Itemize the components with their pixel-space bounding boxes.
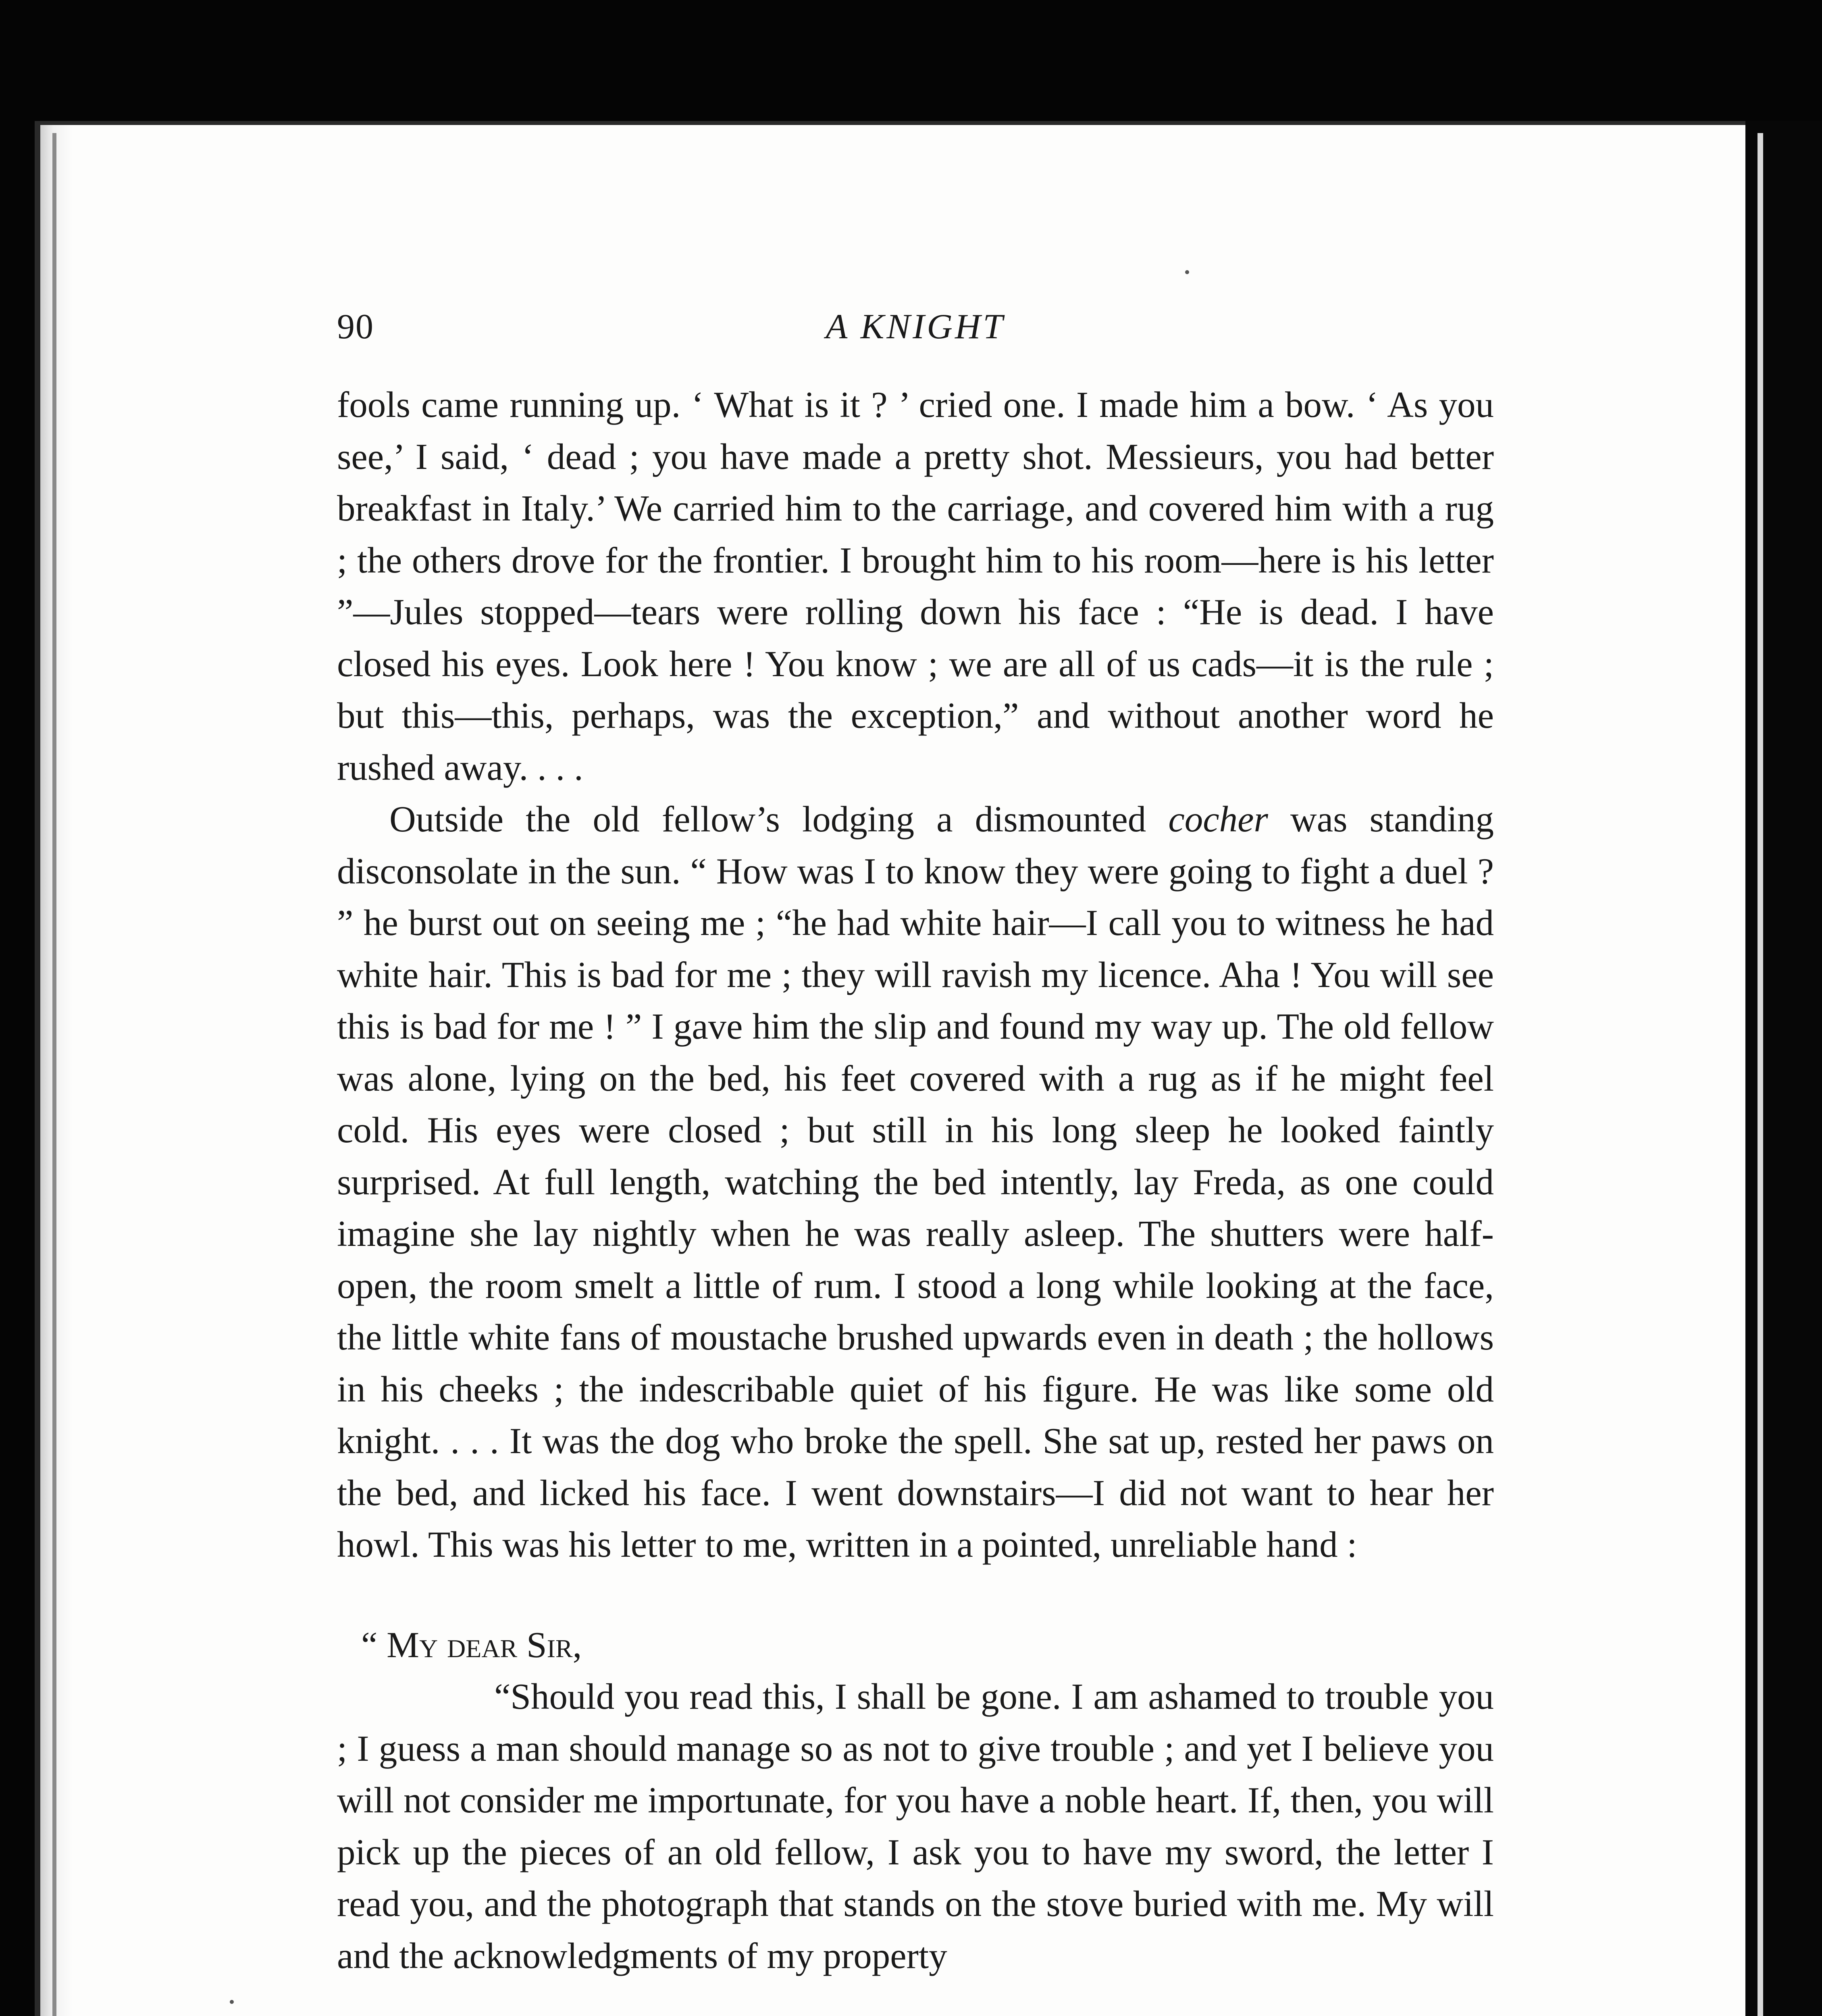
binding-gutter-line (52, 133, 56, 2016)
right-page-edge (1745, 121, 1822, 2016)
italic-word: cocher (1168, 799, 1268, 839)
paragraph-text: was standing disconsolate in the sun. “ How was I to know they were going to fight a duel ? ” he burst out on seeing me ; “he had white hair—I call you to witness he had white hair. This is bad for me ; they will ravish my licence. Aha ! You will see this is bad for me ! ” I gave him the slip and found my way up. The old fellow was alone, lying on the bed, his feet covered with a rug as if he might feel cold. His eyes were closed ; but still in his long sleep he looked faintly surprised. At full length, watching the bed intently, lay Freda, as one could imagine she lay nightly when he was really asleep. The shutters were half-open, the room smelt a little of rum. I stood a long while looking at the face, the little white fans of moustache brushed upwards even in death ; the hollows in his cheeks ; the indescribable quiet of his figure. He was like some old knight. . . . It was the dog who broke the spell. She sat up, rested her paws on the bed, and licked his face. I went downstairs—I did not want to hear her howl. This was his letter to me, written in a pointed, unreliable hand : (337, 799, 1494, 1565)
page-left-edge (40, 125, 73, 2016)
paragraph-text: Outside the old fellow’s lodging a dismounted (389, 799, 1169, 839)
page-number: 90 (337, 307, 374, 346)
dust-speck (230, 2000, 234, 2004)
paragraph-outside-lodging (337, 793, 1494, 1571)
letter-paragraph: “Should you read this, I shall be gone. I am ashamed to trouble you ; I guess a man should manage so as not to give trouble ; and yet I believe you will not consider me importunate, for you have a noble heart. If, then, you will pick up the pieces of an old fellow, I ask you to have my sword, the letter I read you, and the photograph that stands on the stove buried with me. My will and the acknowledgments of my property (337, 1676, 1494, 1976)
paragraph-continued: fools came running up. ‘ What is it ? ’ cried one. I made him a bow. ‘ As you see,’ I said, ‘ dead ; you have made a pretty shot. Messieurs, you had better breakfast in Italy.’ We carried him to the carriage, and covered him with a rug ; the others drove for the frontier. I brought him to his room—here is his letter ”—Jules stopped—tears were rolling down his face : “He is dead. I have closed his eyes. Look here ! You know ; we are all of us cads—it is the rule ; but this—this, perhaps, was the exception,” and without another word he rushed away. . . . (337, 384, 1494, 788)
facing-page-sliver (1758, 133, 1763, 2016)
running-header (337, 306, 1494, 355)
running-title: A KNIGHT (826, 307, 1005, 346)
letter-salutation: “ My dear Sir, (361, 1624, 582, 1665)
page-body (337, 379, 1494, 1982)
dust-speck (1185, 270, 1189, 274)
